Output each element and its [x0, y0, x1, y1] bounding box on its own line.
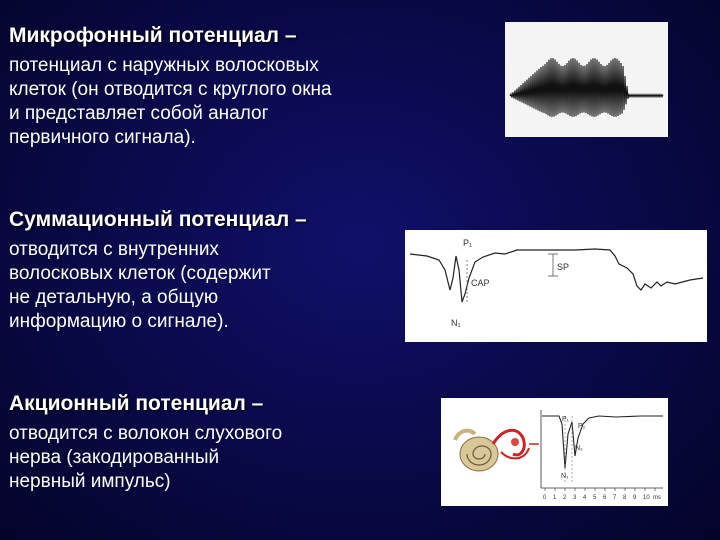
text-microphonic: потенциал с наружных волосковых клеток (он отводится с круглого окна и представляет собой аналог первичного сигнала).	[9, 55, 332, 148]
text-summation: отводится с внутренних волосковых клеток (содержит не детальную, а общую информацию о сигнале).	[9, 239, 271, 332]
heading-summation: Суммационный потенциал –	[9, 208, 307, 231]
summation-waveform-figure	[405, 230, 707, 342]
section-action	[9, 392, 429, 494]
action-potential-figure	[441, 398, 668, 506]
section-summation	[9, 208, 429, 334]
action-tick-label: 1	[553, 495, 557, 501]
microphonic-waveform	[505, 22, 668, 137]
heading-microphonic: Микрофонный потенциал –	[9, 24, 297, 47]
action-tick-label: 0	[543, 495, 547, 501]
microphonic-trace	[510, 58, 663, 117]
action-potential-diagram	[441, 398, 668, 506]
action-tick-label: 5	[593, 495, 597, 501]
action-ticks	[543, 488, 661, 501]
action-trace	[542, 416, 663, 468]
action-tick-label: 4	[583, 495, 587, 501]
summation-trace	[410, 249, 703, 302]
action-tick-label: 9	[633, 495, 637, 501]
action-label-p2: P₂	[578, 423, 586, 430]
label-sp: SP	[557, 262, 570, 272]
action-tick-label: 8	[623, 495, 627, 501]
text-action: отводится с волокон слухового нерва (закодированный нервный импульс)	[9, 423, 283, 492]
label-cap: CAP	[471, 278, 490, 288]
action-tick-label: ms	[653, 495, 661, 501]
label-p1: P₁	[463, 238, 473, 248]
cochlea-illustration	[455, 430, 539, 471]
action-tick-label: 7	[613, 495, 617, 501]
action-tick-label: 6	[603, 495, 607, 501]
action-label-n2: N₂	[575, 445, 583, 452]
action-label-p1: P₁	[562, 416, 570, 423]
section-microphonic	[9, 24, 499, 150]
action-tick-label: 10	[643, 495, 650, 501]
action-tick-label: 3	[573, 495, 577, 501]
summation-waveform	[405, 230, 707, 342]
microphonic-waveform-figure	[505, 22, 668, 137]
label-n1: N₁	[451, 318, 461, 328]
action-tick-label: 2	[563, 495, 567, 501]
action-label-n1: N₁	[561, 473, 569, 480]
heading-action: Акционный потенциал –	[9, 392, 264, 415]
